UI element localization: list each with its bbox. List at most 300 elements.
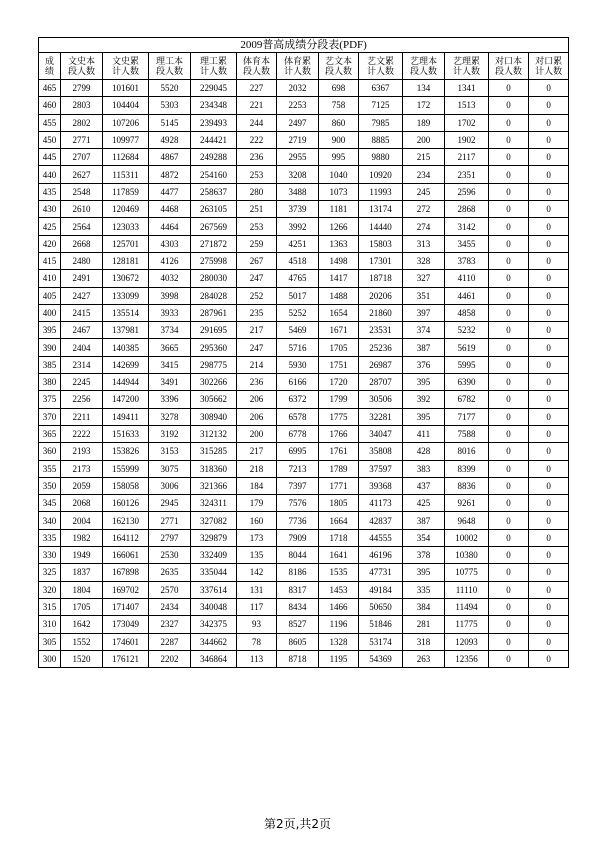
count-cell: 0	[529, 408, 569, 425]
count-cell: 1775	[319, 408, 359, 425]
table-row	[39, 270, 569, 287]
count-cell: 1949	[61, 547, 103, 564]
count-cell: 50650	[359, 598, 403, 615]
count-cell: 5930	[277, 356, 319, 373]
count-cell: 308940	[191, 408, 237, 425]
count-cell: 995	[319, 149, 359, 166]
score-cell: 430	[39, 201, 61, 218]
count-cell: 5252	[277, 304, 319, 321]
count-cell: 0	[529, 512, 569, 529]
count-cell: 4126	[149, 252, 191, 269]
count-cell: 251	[237, 201, 277, 218]
count-cell: 425	[403, 495, 445, 512]
count-cell: 0	[529, 460, 569, 477]
count-cell: 6166	[277, 374, 319, 391]
count-cell: 280	[237, 183, 277, 200]
table-row	[39, 616, 569, 633]
count-cell: 6390	[445, 374, 489, 391]
count-cell: 0	[529, 598, 569, 615]
count-cell: 2327	[149, 616, 191, 633]
table-row	[39, 131, 569, 148]
score-cell: 315	[39, 598, 61, 615]
column-header-line: 段人数	[409, 66, 437, 76]
column-header	[445, 53, 489, 80]
count-cell: 254160	[191, 166, 237, 183]
count-cell: 235	[237, 304, 277, 321]
count-cell: 171407	[103, 598, 149, 615]
count-cell: 280030	[191, 270, 237, 287]
count-cell: 253	[237, 166, 277, 183]
score-cell: 325	[39, 564, 61, 581]
table-row	[39, 183, 569, 200]
count-cell: 1705	[319, 339, 359, 356]
count-cell: 0	[529, 356, 569, 373]
count-cell: 4858	[445, 304, 489, 321]
count-cell: 5716	[277, 339, 319, 356]
count-cell: 20206	[359, 287, 403, 304]
count-cell: 137981	[103, 322, 149, 339]
count-cell: 6778	[277, 425, 319, 442]
count-cell: 135514	[103, 304, 149, 321]
count-cell: 247	[237, 270, 277, 287]
count-cell: 267	[237, 252, 277, 269]
count-cell: 26987	[359, 356, 403, 373]
count-cell: 172	[403, 97, 445, 114]
count-cell: 0	[489, 477, 529, 494]
count-cell: 1341	[445, 80, 489, 97]
count-cell: 4872	[149, 166, 191, 183]
count-cell: 6372	[277, 391, 319, 408]
column-header-line: 理工累	[199, 56, 227, 66]
count-cell: 275998	[191, 252, 237, 269]
count-cell: 2596	[445, 183, 489, 200]
count-cell: 267569	[191, 218, 237, 235]
count-cell: 3396	[149, 391, 191, 408]
count-cell: 2467	[61, 322, 103, 339]
count-cell: 5995	[445, 356, 489, 373]
count-cell: 1417	[319, 270, 359, 287]
count-cell: 335	[403, 581, 445, 598]
count-cell: 120469	[103, 201, 149, 218]
count-cell: 2068	[61, 495, 103, 512]
count-cell: 252	[237, 287, 277, 304]
count-cell: 41173	[359, 495, 403, 512]
count-cell: 3488	[277, 183, 319, 200]
count-cell: 383	[403, 460, 445, 477]
score-cell: 395	[39, 322, 61, 339]
count-cell: 327	[403, 270, 445, 287]
count-cell: 0	[489, 339, 529, 356]
count-cell: 234348	[191, 97, 237, 114]
count-cell: 12356	[445, 650, 489, 667]
table-row	[39, 547, 569, 564]
count-cell: 3665	[149, 339, 191, 356]
count-cell: 46196	[359, 547, 403, 564]
column-header-line: 计人数	[283, 66, 311, 76]
count-cell: 2627	[61, 166, 103, 183]
count-cell: 2719	[277, 131, 319, 148]
count-cell: 0	[529, 391, 569, 408]
count-cell: 217	[237, 443, 277, 460]
count-cell: 7985	[359, 114, 403, 131]
count-cell: 0	[489, 131, 529, 148]
count-cell: 0	[529, 149, 569, 166]
count-cell: 166061	[103, 547, 149, 564]
count-cell: 0	[489, 201, 529, 218]
count-cell: 7125	[359, 97, 403, 114]
count-cell: 2803	[61, 97, 103, 114]
count-cell: 44555	[359, 529, 403, 546]
count-cell: 376	[403, 356, 445, 373]
count-cell: 0	[489, 97, 529, 114]
count-cell: 249288	[191, 149, 237, 166]
count-cell: 1766	[319, 425, 359, 442]
count-cell: 0	[489, 512, 529, 529]
count-cell: 0	[529, 633, 569, 650]
count-cell: 244	[237, 114, 277, 131]
column-header-line: 计人数	[535, 66, 563, 76]
count-cell: 10380	[445, 547, 489, 564]
score-cell: 370	[39, 408, 61, 425]
count-cell: 10775	[445, 564, 489, 581]
column-header	[237, 53, 277, 80]
count-cell: 0	[529, 270, 569, 287]
count-cell: 0	[489, 529, 529, 546]
count-cell: 0	[529, 477, 569, 494]
count-cell: 2253	[277, 97, 319, 114]
count-cell: 7909	[277, 529, 319, 546]
column-header-line: 段人数	[494, 66, 522, 76]
count-cell: 3415	[149, 356, 191, 373]
count-cell: 9648	[445, 512, 489, 529]
count-cell: 1705	[61, 598, 103, 615]
count-cell: 21860	[359, 304, 403, 321]
count-cell: 3933	[149, 304, 191, 321]
column-header-line: 计人数	[111, 66, 139, 76]
table-row	[39, 201, 569, 218]
score-cell: 300	[39, 650, 61, 667]
title-row	[39, 38, 569, 53]
count-cell: 374	[403, 322, 445, 339]
count-cell: 0	[529, 495, 569, 512]
count-cell: 1181	[319, 201, 359, 218]
score-cell: 405	[39, 287, 61, 304]
count-cell: 0	[529, 339, 569, 356]
count-cell: 2771	[61, 131, 103, 148]
count-cell: 2404	[61, 339, 103, 356]
count-cell: 0	[489, 547, 529, 564]
table-body	[39, 80, 569, 668]
count-cell: 392	[403, 391, 445, 408]
count-cell: 2004	[61, 512, 103, 529]
count-cell: 23531	[359, 322, 403, 339]
count-cell: 189	[403, 114, 445, 131]
count-cell: 35808	[359, 443, 403, 460]
count-cell: 395	[403, 408, 445, 425]
count-cell: 0	[529, 374, 569, 391]
count-cell: 0	[489, 633, 529, 650]
score-cell: 465	[39, 80, 61, 97]
count-cell: 3006	[149, 477, 191, 494]
count-cell: 281	[403, 616, 445, 633]
count-cell: 234	[403, 166, 445, 183]
count-cell: 0	[529, 547, 569, 564]
table-row	[39, 443, 569, 460]
score-cell: 415	[39, 252, 61, 269]
count-cell: 173049	[103, 616, 149, 633]
count-cell: 411	[403, 425, 445, 442]
score-distribution-table	[38, 37, 569, 668]
count-cell: 149411	[103, 408, 149, 425]
count-cell: 271872	[191, 235, 237, 252]
count-cell: 1266	[319, 218, 359, 235]
count-cell: 8527	[277, 616, 319, 633]
count-cell: 324311	[191, 495, 237, 512]
count-cell: 3998	[149, 287, 191, 304]
score-cell: 340	[39, 512, 61, 529]
count-cell: 169702	[103, 581, 149, 598]
count-cell: 2564	[61, 218, 103, 235]
count-cell: 1902	[445, 131, 489, 148]
count-cell: 217	[237, 322, 277, 339]
column-header-line: 艺文本	[324, 56, 352, 66]
count-cell: 5145	[149, 114, 191, 131]
count-cell: 2222	[61, 425, 103, 442]
count-cell: 0	[489, 495, 529, 512]
count-cell: 0	[529, 425, 569, 442]
count-cell: 4251	[277, 235, 319, 252]
header-row	[39, 53, 569, 80]
count-cell: 2707	[61, 149, 103, 166]
count-cell: 3734	[149, 322, 191, 339]
count-cell: 3142	[445, 218, 489, 235]
table-row	[39, 304, 569, 321]
count-cell: 6367	[359, 80, 403, 97]
count-cell: 0	[489, 650, 529, 667]
count-cell: 206	[237, 408, 277, 425]
count-cell: 395	[403, 374, 445, 391]
count-cell: 8317	[277, 581, 319, 598]
count-cell: 0	[529, 235, 569, 252]
table-row	[39, 80, 569, 97]
count-cell: 344662	[191, 633, 237, 650]
count-cell: 0	[529, 650, 569, 667]
count-cell: 4110	[445, 270, 489, 287]
count-cell: 8399	[445, 460, 489, 477]
count-cell: 3455	[445, 235, 489, 252]
count-cell: 2480	[61, 252, 103, 269]
count-cell: 0	[489, 408, 529, 425]
count-cell: 335044	[191, 564, 237, 581]
table-row	[39, 356, 569, 373]
count-cell: 274	[403, 218, 445, 235]
count-cell: 18718	[359, 270, 403, 287]
count-cell: 302266	[191, 374, 237, 391]
count-cell: 7213	[277, 460, 319, 477]
count-cell: 173	[237, 529, 277, 546]
count-cell: 2635	[149, 564, 191, 581]
count-cell: 0	[489, 460, 529, 477]
count-cell: 2797	[149, 529, 191, 546]
score-cell: 365	[39, 425, 61, 442]
count-cell: 8836	[445, 477, 489, 494]
score-cell: 410	[39, 270, 61, 287]
count-cell: 397	[403, 304, 445, 321]
score-table-sheet	[38, 37, 563, 668]
count-cell: 1799	[319, 391, 359, 408]
count-cell: 10002	[445, 529, 489, 546]
column-header-line: 体育累	[283, 56, 311, 66]
column-header-line: 艺文累	[366, 56, 394, 66]
count-cell: 0	[489, 304, 529, 321]
count-cell: 0	[529, 616, 569, 633]
count-cell: 8434	[277, 598, 319, 615]
count-cell: 4464	[149, 218, 191, 235]
count-cell: 2173	[61, 460, 103, 477]
count-cell: 8186	[277, 564, 319, 581]
count-cell: 1363	[319, 235, 359, 252]
count-cell: 318360	[191, 460, 237, 477]
count-cell: 0	[489, 235, 529, 252]
count-cell: 2945	[149, 495, 191, 512]
count-cell: 160	[237, 512, 277, 529]
count-cell: 162130	[103, 512, 149, 529]
count-cell: 218	[237, 460, 277, 477]
count-cell: 104404	[103, 97, 149, 114]
score-cell: 385	[39, 356, 61, 373]
score-cell: 435	[39, 183, 61, 200]
column-header	[403, 53, 445, 80]
count-cell: 9880	[359, 149, 403, 166]
count-cell: 1328	[319, 633, 359, 650]
count-cell: 900	[319, 131, 359, 148]
count-cell: 1751	[319, 356, 359, 373]
count-cell: 2434	[149, 598, 191, 615]
count-cell: 2548	[61, 183, 103, 200]
count-cell: 2211	[61, 408, 103, 425]
count-cell: 1789	[319, 460, 359, 477]
count-cell: 2955	[277, 149, 319, 166]
count-cell: 0	[489, 252, 529, 269]
column-header-line: 段人数	[67, 66, 95, 76]
count-cell: 1642	[61, 616, 103, 633]
count-cell: 0	[489, 616, 529, 633]
count-cell: 142	[237, 564, 277, 581]
table-row	[39, 495, 569, 512]
count-cell: 698	[319, 80, 359, 97]
count-cell: 0	[529, 218, 569, 235]
count-cell: 6578	[277, 408, 319, 425]
count-cell: 8605	[277, 633, 319, 650]
count-cell: 107206	[103, 114, 149, 131]
count-cell: 11993	[359, 183, 403, 200]
count-cell: 184	[237, 477, 277, 494]
count-cell: 215	[403, 149, 445, 166]
table-row	[39, 529, 569, 546]
count-cell: 1040	[319, 166, 359, 183]
table-row	[39, 149, 569, 166]
count-cell: 147200	[103, 391, 149, 408]
count-cell: 93	[237, 616, 277, 633]
count-cell: 25236	[359, 339, 403, 356]
count-cell: 17301	[359, 252, 403, 269]
count-cell: 8016	[445, 443, 489, 460]
count-cell: 0	[529, 443, 569, 460]
count-cell: 2032	[277, 80, 319, 97]
count-cell: 1488	[319, 287, 359, 304]
count-cell: 214	[237, 356, 277, 373]
count-cell: 1552	[61, 633, 103, 650]
count-cell: 0	[529, 529, 569, 546]
count-cell: 327082	[191, 512, 237, 529]
count-cell: 151633	[103, 425, 149, 442]
column-header-line: 绩	[44, 66, 54, 76]
score-cell: 445	[39, 149, 61, 166]
count-cell: 37597	[359, 460, 403, 477]
table-row	[39, 391, 569, 408]
score-cell: 350	[39, 477, 61, 494]
count-cell: 298775	[191, 356, 237, 373]
count-cell: 2799	[61, 80, 103, 97]
count-cell: 4867	[149, 149, 191, 166]
table-row	[39, 564, 569, 581]
count-cell: 155999	[103, 460, 149, 477]
count-cell: 8044	[277, 547, 319, 564]
count-cell: 342375	[191, 616, 237, 633]
count-cell: 258637	[191, 183, 237, 200]
count-cell: 1664	[319, 512, 359, 529]
score-cell: 390	[39, 339, 61, 356]
count-cell: 1718	[319, 529, 359, 546]
count-cell: 0	[489, 374, 529, 391]
count-cell: 206	[237, 391, 277, 408]
count-cell: 351	[403, 287, 445, 304]
column-header-line: 对口累	[535, 56, 563, 66]
table-row	[39, 252, 569, 269]
count-cell: 200	[403, 131, 445, 148]
count-cell: 5232	[445, 322, 489, 339]
count-cell: 7177	[445, 408, 489, 425]
count-cell: 287961	[191, 304, 237, 321]
count-cell: 263	[403, 650, 445, 667]
count-cell: 0	[529, 166, 569, 183]
count-cell: 134	[403, 80, 445, 97]
count-cell: 1196	[319, 616, 359, 633]
count-cell: 2117	[445, 149, 489, 166]
count-cell: 1453	[319, 581, 359, 598]
count-cell: 428	[403, 443, 445, 460]
column-header	[359, 53, 403, 80]
count-cell: 4303	[149, 235, 191, 252]
score-cell: 440	[39, 166, 61, 183]
count-cell: 758	[319, 97, 359, 114]
count-cell: 5303	[149, 97, 191, 114]
count-cell: 123033	[103, 218, 149, 235]
score-cell: 335	[39, 529, 61, 546]
table-row	[39, 477, 569, 494]
count-cell: 0	[529, 322, 569, 339]
count-cell: 1520	[61, 650, 103, 667]
count-cell: 2351	[445, 166, 489, 183]
column-header	[61, 53, 103, 80]
count-cell: 2202	[149, 650, 191, 667]
score-cell: 345	[39, 495, 61, 512]
count-cell: 1702	[445, 114, 489, 131]
count-cell: 0	[529, 304, 569, 321]
count-cell: 387	[403, 512, 445, 529]
count-cell: 1195	[319, 650, 359, 667]
count-cell: 2427	[61, 287, 103, 304]
